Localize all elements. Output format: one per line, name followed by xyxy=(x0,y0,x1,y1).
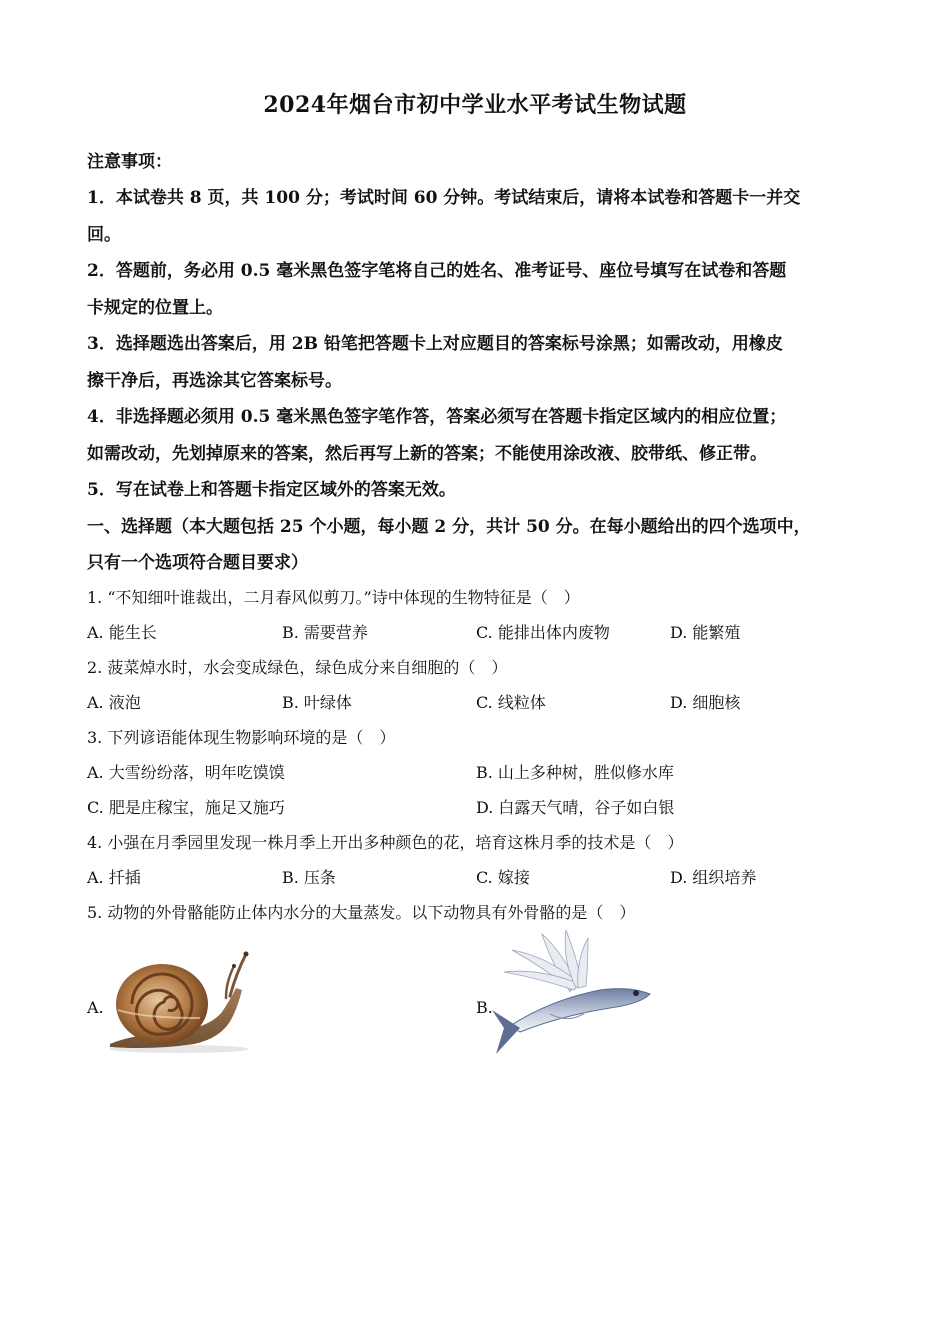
notice-line: 1．本试卷共 8 页，共 100 分；考试时间 60 分钟。考试结束后，请将本试卷和答题卡一并交 xyxy=(87,188,801,208)
option-c: C. 嫁接 xyxy=(476,868,530,887)
notice-line: 3．选择题选出答案后，用 2B 铅笔把答题卡上对应题目的答案标号涂黑；如需改动，用橡皮 xyxy=(87,334,783,354)
question-stem: 2. 菠菜焯水时，水会变成绿色，绿色成分来自细胞的（ ） xyxy=(87,658,508,677)
question-stem: 5. 动物的外骨骼能防止体内水分的大量蒸发。以下动物具有外骨骼的是（ ） xyxy=(87,903,636,922)
option-b: B. 压条 xyxy=(282,868,336,887)
option-c: C. 线粒体 xyxy=(476,693,546,712)
option-d: D. 白露天气晴，谷子如白银 xyxy=(476,798,675,817)
option-a: A. 扦插 xyxy=(87,868,141,887)
option-b: B. 叶绿体 xyxy=(282,693,352,712)
option-b: B. xyxy=(476,998,493,1017)
question-stem: 1. “不知细叶谁裁出，二月春风似剪刀。”诗中体现的生物特征是（ ） xyxy=(87,588,580,607)
question-stem: 3. 下列谚语能体现生物影响环境的是（ ） xyxy=(87,728,396,747)
option-a: A. 液泡 xyxy=(87,693,141,712)
option-d: D. 细胞核 xyxy=(670,693,741,712)
notice-line: 卡规定的位置上。 xyxy=(87,298,223,318)
option-d: D. 组织培养 xyxy=(670,868,757,887)
notice-line: 4．非选择题必须用 0.5 毫米黑色签字笔作答，答案必须写在答题卡指定区域内的相应位置； xyxy=(87,407,787,427)
option-c: C. 能排出体内废物 xyxy=(476,623,610,642)
option-b: B. 需要营养 xyxy=(282,623,368,642)
question-stem: 4. 小强在月季园里发现一株月季上开出多种颜色的花，培育这株月季的技术是（ ） xyxy=(87,833,684,852)
section-heading: 一、选择题（本大题包括 25 个小题，每小题 2 分，共计 50 分。在每小题给出的四个选项中， xyxy=(87,517,811,537)
notice-line: 回。 xyxy=(87,225,121,245)
option-d: D. 能繁殖 xyxy=(670,623,741,642)
notice-heading: 注意事项： xyxy=(87,152,172,172)
option-a: A. 大雪纷纷落，明年吃馍馍 xyxy=(87,763,285,782)
flying-fish-image xyxy=(490,930,655,1060)
option-a: A. xyxy=(87,998,104,1017)
option-b: B. 山上多种树，胜似修水库 xyxy=(476,763,674,782)
option-c: C. 肥是庄稼宝，施足又施巧 xyxy=(87,798,285,817)
notice-line: 2．答题前，务必用 0.5 毫米黑色签字笔将自己的姓名、准考证号、座位号填写在试卷和答题 xyxy=(87,261,787,281)
notice-line: 擦干净后，再选涂其它答案标号。 xyxy=(87,371,342,391)
section-heading-cont: 只有一个选项符合题目要求） xyxy=(87,553,308,573)
option-a: A. 能生长 xyxy=(87,623,157,642)
notice-line: 5．写在试卷上和答题卡指定区域外的答案无效。 xyxy=(87,480,456,500)
notice-line: 如需改动，先划掉原来的答案，然后再写上新的答案；不能使用涂改液、胶带纸、修正带。 xyxy=(87,444,767,464)
exam-title: 2024年烟台市初中学业水平考试生物试题 xyxy=(263,92,687,118)
snail-image xyxy=(104,948,254,1056)
